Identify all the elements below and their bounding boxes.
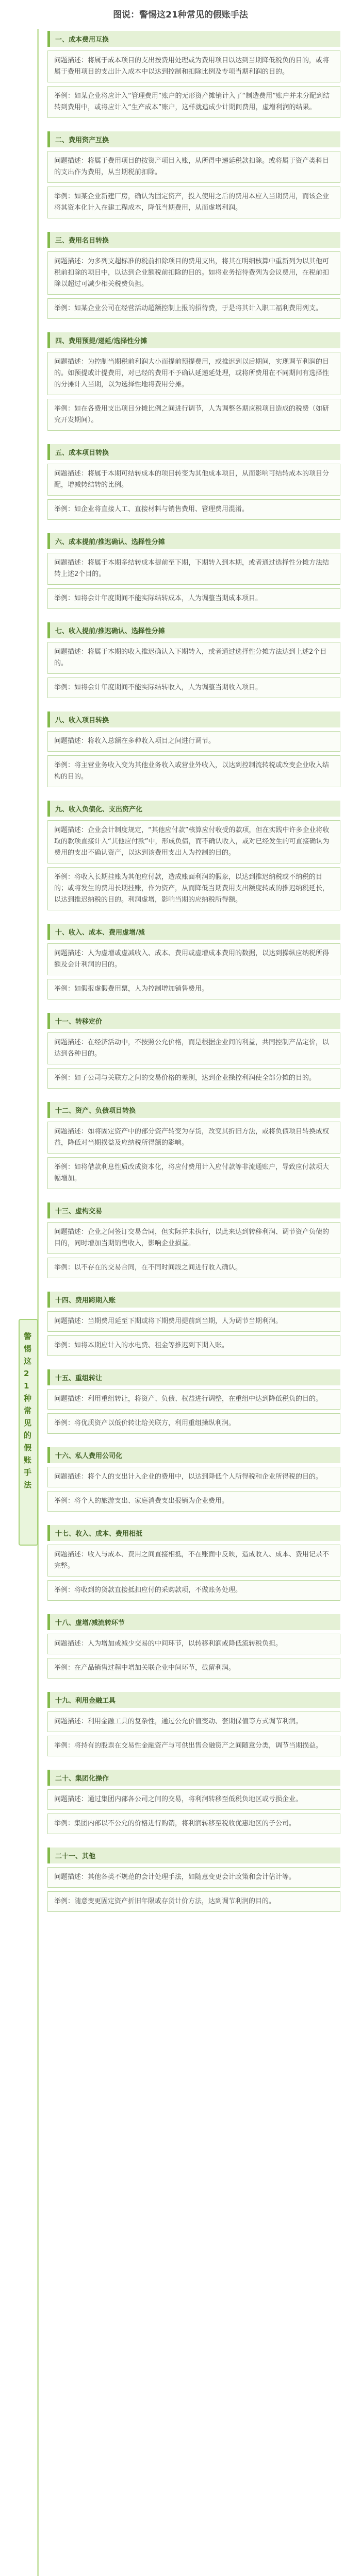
section-description: 问题描述：将收入总额在多种收入项目之间进行调节。 <box>47 731 340 752</box>
section-description: 问题描述：在经济活动中，不按照公允价格，而是根据企业间的利益，共同控制产品定价，以达到各种目的。 <box>47 1032 340 1064</box>
section-description: 问题描述：将属于费用项目的按资产项目入账，从所得中递延税款扣除。或将属于资产类科目的支出作为费用，从当期税前扣除。 <box>47 151 340 183</box>
section-item <box>47 232 340 319</box>
section-description: 问题描述：为多列支超标准的税前扣除项目的费用支出，将其在明细核算中重新列为以其他可税前扣除的项目中，以达到企业额税前扣除的目的。如将业务招待费列为会议费用，在税前扣除以超过可减少相关税费负担。 <box>47 251 340 295</box>
section-example: 举例：将收入长期挂账为其他应付款，造成账面利润的假象，以达到推迟纳税或不纳税的目的；或将发生的费用长期挂账，作为资产，从而降低当期费用支出额度转成的推迟纳税延长，以达到推迟纳税的目的。利润虚增，影响当期的应纳税所得额。 <box>47 867 340 910</box>
section-heading: 二、费用资产互换 <box>47 131 340 147</box>
section-heading: 十四、费用跨期入账 <box>47 1292 340 1308</box>
sidebar-label-box <box>19 1319 38 1546</box>
section-heading: 十七、收入、成本、费用相抵 <box>47 1525 340 1541</box>
section-heading: 四、费用预提/递延/选择性分摊 <box>47 332 340 348</box>
section-heading: 十三、虚构交易 <box>47 1202 340 1218</box>
section-description: 问题描述：如将固定资产中的部分资产转变为存货，改变其折旧方法，或将负债项目转换成权益，降低对当期损益及应纳税所得额的影响。 <box>47 1122 340 1154</box>
section-example: 举例：如将本期应计入的水电费、租金等推迟到下期入账。 <box>47 1335 340 1356</box>
section-example: 举例：如某企业将应计入“管理费用”账户的无形资产摊销计入了“制造费用”账户并未分配到结转到费用中，或将应计入“生产成本”账户，这样就造成少计期间费用，虚增利润的结果。 <box>47 86 340 118</box>
section-heading: 六、成本提前/推迟确认、选择性分摊 <box>47 533 340 549</box>
section-example: 举例：集团内部以不公允的价格进行购销，将利润转移至税收优惠地区的子公司。 <box>47 1814 340 1834</box>
section-description: 问题描述：人为虚增或虚减收入、成本、费用或虚增成本费用的数据，以达到操纵应纳税所得额及会计利润的目的。 <box>47 943 340 975</box>
section-description: 问题描述：利用重组转让，将资产、负债、权益进行调整，在重组中达到降低税负的目的。 <box>47 1389 340 1410</box>
section-example: 举例：如某企业公司在经营活动超额控制上报的招待费，于是将其计入职工福利费用列支。 <box>47 298 340 319</box>
section-heading: 十二、资产、负债项目转换 <box>47 1102 340 1118</box>
section-heading: 十九、利用金融工具 <box>47 1692 340 1708</box>
section-heading: 七、收入提前/推迟确认、选择性分摊 <box>47 622 340 638</box>
section-description: 问题描述：通过集团内部各公司之间的交易，将利润转移至低税负地区或亏损企业。 <box>47 1789 340 1810</box>
section-description: 问题描述：将属于成本项目的支出按费用处理或为费用项目以达到当期降低税负的目的，或将属于费用项目的支出计入成本中以达到控制和扣除比例及专项当期利润的目的。 <box>47 50 340 82</box>
section-item <box>47 711 340 787</box>
section-description: 问题描述：当期费用延至下期或将下期费用提前到当期，人为调节当期利润。 <box>47 1311 340 1332</box>
section-item <box>47 622 340 698</box>
section-description: 问题描述：为控制当期税前利润大小而提前预提费用，或推迟到以后期间，实现调节利润的目的。如预提或计提费用，对已经的费用不予确认延递延处理，或将所费用在不同期间有选择性的分摊计入当期，以为选择性地将费用分摊。 <box>47 352 340 395</box>
section-description: 问题描述：其他各类不规范的会计处理手法，如随意变更会计政策和会计估计等。 <box>47 1867 340 1888</box>
section-description: 问题描述：利用金融工具的复杂性，通过公允价值变动、套期保值等方式调节利润。 <box>47 1711 340 1732</box>
section-heading: 十五、重组转让 <box>47 1369 340 1385</box>
section-example: 举例：将个人的旅游支出、家庭消费支出报销为企业费用。 <box>47 1491 340 1512</box>
section-example: 举例：将主营业务收入变为其他业务收入或营业外收入，以达到控制流转税或改变企业收入结构的目的。 <box>47 755 340 787</box>
section-example: 举例：如某企业新建厂房，确认为固定资产，投入使用之后的费用本应入当期费用，而该企业将其资本化计入在建工程成本，降低当期费用，从而虚增利润。 <box>47 187 340 218</box>
section-heading: 九、收入负债化、支出资产化 <box>47 801 340 817</box>
timeline-spine <box>37 29 39 2576</box>
section-item <box>47 801 340 910</box>
section-heading: 二十、集团化操作 <box>47 1770 340 1786</box>
section-description: 问题描述：企业会计制度规定，“其他应付款”核算应付收受的款项，但在实践中许多企业将收取的款项直接计入“其他应付款”中，形成负债，而不确认收入，或对已经发生的可直接确认为费用的支出不确认资产，以达到该费用支出人为控制的目的。 <box>47 820 340 863</box>
section-item <box>47 444 340 520</box>
section-heading: 一、成本费用互换 <box>47 31 340 47</box>
section-description: 问题描述：收入与成本、费用之间直接相抵，不在账面中反映，造成收入、成本、费用记录不完整。 <box>47 1545 340 1577</box>
section-item <box>47 332 340 431</box>
section-example: 举例：如企业将直接人工、直接材料与销售费用、管理费用混淆。 <box>47 499 340 520</box>
section-example: 举例：将持有的股票在交易性金融资产与可供出售金融资产之间随意分类，调节当期损益。 <box>47 1736 340 1756</box>
section-description: 问题描述：将属于本期的收入推迟确认入下期转入，或者通过选择性分摊方法达到上述2个目的。 <box>47 642 340 674</box>
section-example: 举例：将优质资产以低价转让给关联方，利用重组操纵利润。 <box>47 1413 340 1434</box>
section-item <box>47 1102 340 1189</box>
section-item <box>47 924 340 999</box>
sections-list <box>47 31 340 1925</box>
section-item <box>47 533 340 609</box>
section-example: 举例：如子公司与关联方之间的交易价格的差别，达到企业操控利润使全部分摊的目的。 <box>47 1068 340 1089</box>
section-example: 举例：如在各费用支出项目分摊比例之间进行调节，人为调整各期应税项目造成的税费（如研究开发期间）。 <box>47 399 340 431</box>
section-example: 举例：如假报虚假费用票，人为控制增加销售费用。 <box>47 979 340 999</box>
section-item <box>47 1614 340 1679</box>
section-item <box>47 31 340 118</box>
section-item <box>47 131 340 218</box>
section-example: 举例：如将会计年度期间不能实际结转成本，人为调整当期成本项目。 <box>47 588 340 609</box>
section-heading: 十一、转移定价 <box>47 1013 340 1029</box>
section-item <box>47 1525 340 1601</box>
section-description: 问题描述：将个人的支出计入企业的费用中，以达到降低个人所得税和企业所得税的目的。 <box>47 1467 340 1487</box>
section-heading: 二十一、其他 <box>47 1848 340 1863</box>
section-description: 问题描述：将属于本期多结转成本提前至下期，下期转入到本期，或者通过选择性分摊方法结转上述2个目的。 <box>47 553 340 585</box>
section-example: 举例：随意变更固定资产折旧年限或存货计价方法，达到调节利润的目的。 <box>47 1891 340 1912</box>
section-example: 举例：以不存在的交易合同，在不同时间段之间进行收入确认。 <box>47 1258 340 1278</box>
section-item <box>47 1202 340 1278</box>
section-item <box>47 1369 340 1434</box>
section-item <box>47 1692 340 1756</box>
section-heading: 五、成本项目转换 <box>47 444 340 460</box>
section-description: 问题描述：将属于本期可结转成本的项目转变为其他成本项目，从而影响可结转成本的项目分配，增减转结转的比例。 <box>47 464 340 496</box>
sidebar-label: 警惕这21种常见的假账手法 <box>24 1332 32 1489</box>
section-example: 举例：如将借款利息性质改成资本化，将应付费用计入应付款等非流通账户，导致应付款项大幅增加。 <box>47 1157 340 1189</box>
section-heading: 十八、虚增/减流转环节 <box>47 1614 340 1630</box>
section-item <box>47 1292 340 1356</box>
page-title: 图说：警惕这21种常见的假账手法 <box>113 10 248 20</box>
section-heading: 十、收入、成本、费用虚增/减 <box>47 924 340 940</box>
section-item <box>47 1447 340 1512</box>
section-example: 举例：将收到的货款直接抵扣应付的采购款项，不做账务处理。 <box>47 1580 340 1601</box>
section-example: 举例：如将会计年度期间不能实际结转收入，人为调整当期收入项目。 <box>47 677 340 698</box>
section-heading: 三、费用名目转换 <box>47 232 340 248</box>
section-item <box>47 1013 340 1089</box>
section-example: 举例：在产品销售过程中增加关联企业中间环节，截留利润。 <box>47 1658 340 1679</box>
section-heading: 八、收入项目转换 <box>47 711 340 727</box>
section-description: 问题描述：企业之间签订交易合同，但实际并未执行，以此来达到转移利润、调节资产负债的目的，同时增加当期销售收入，影响企业损益。 <box>47 1222 340 1254</box>
section-item <box>47 1770 340 1834</box>
section-description: 问题描述：人为增加或减少交易的中间环节，以转移利润或降低流转税负担。 <box>47 1634 340 1654</box>
section-heading: 十六、私人费用公司化 <box>47 1447 340 1463</box>
section-item <box>47 1848 340 1912</box>
